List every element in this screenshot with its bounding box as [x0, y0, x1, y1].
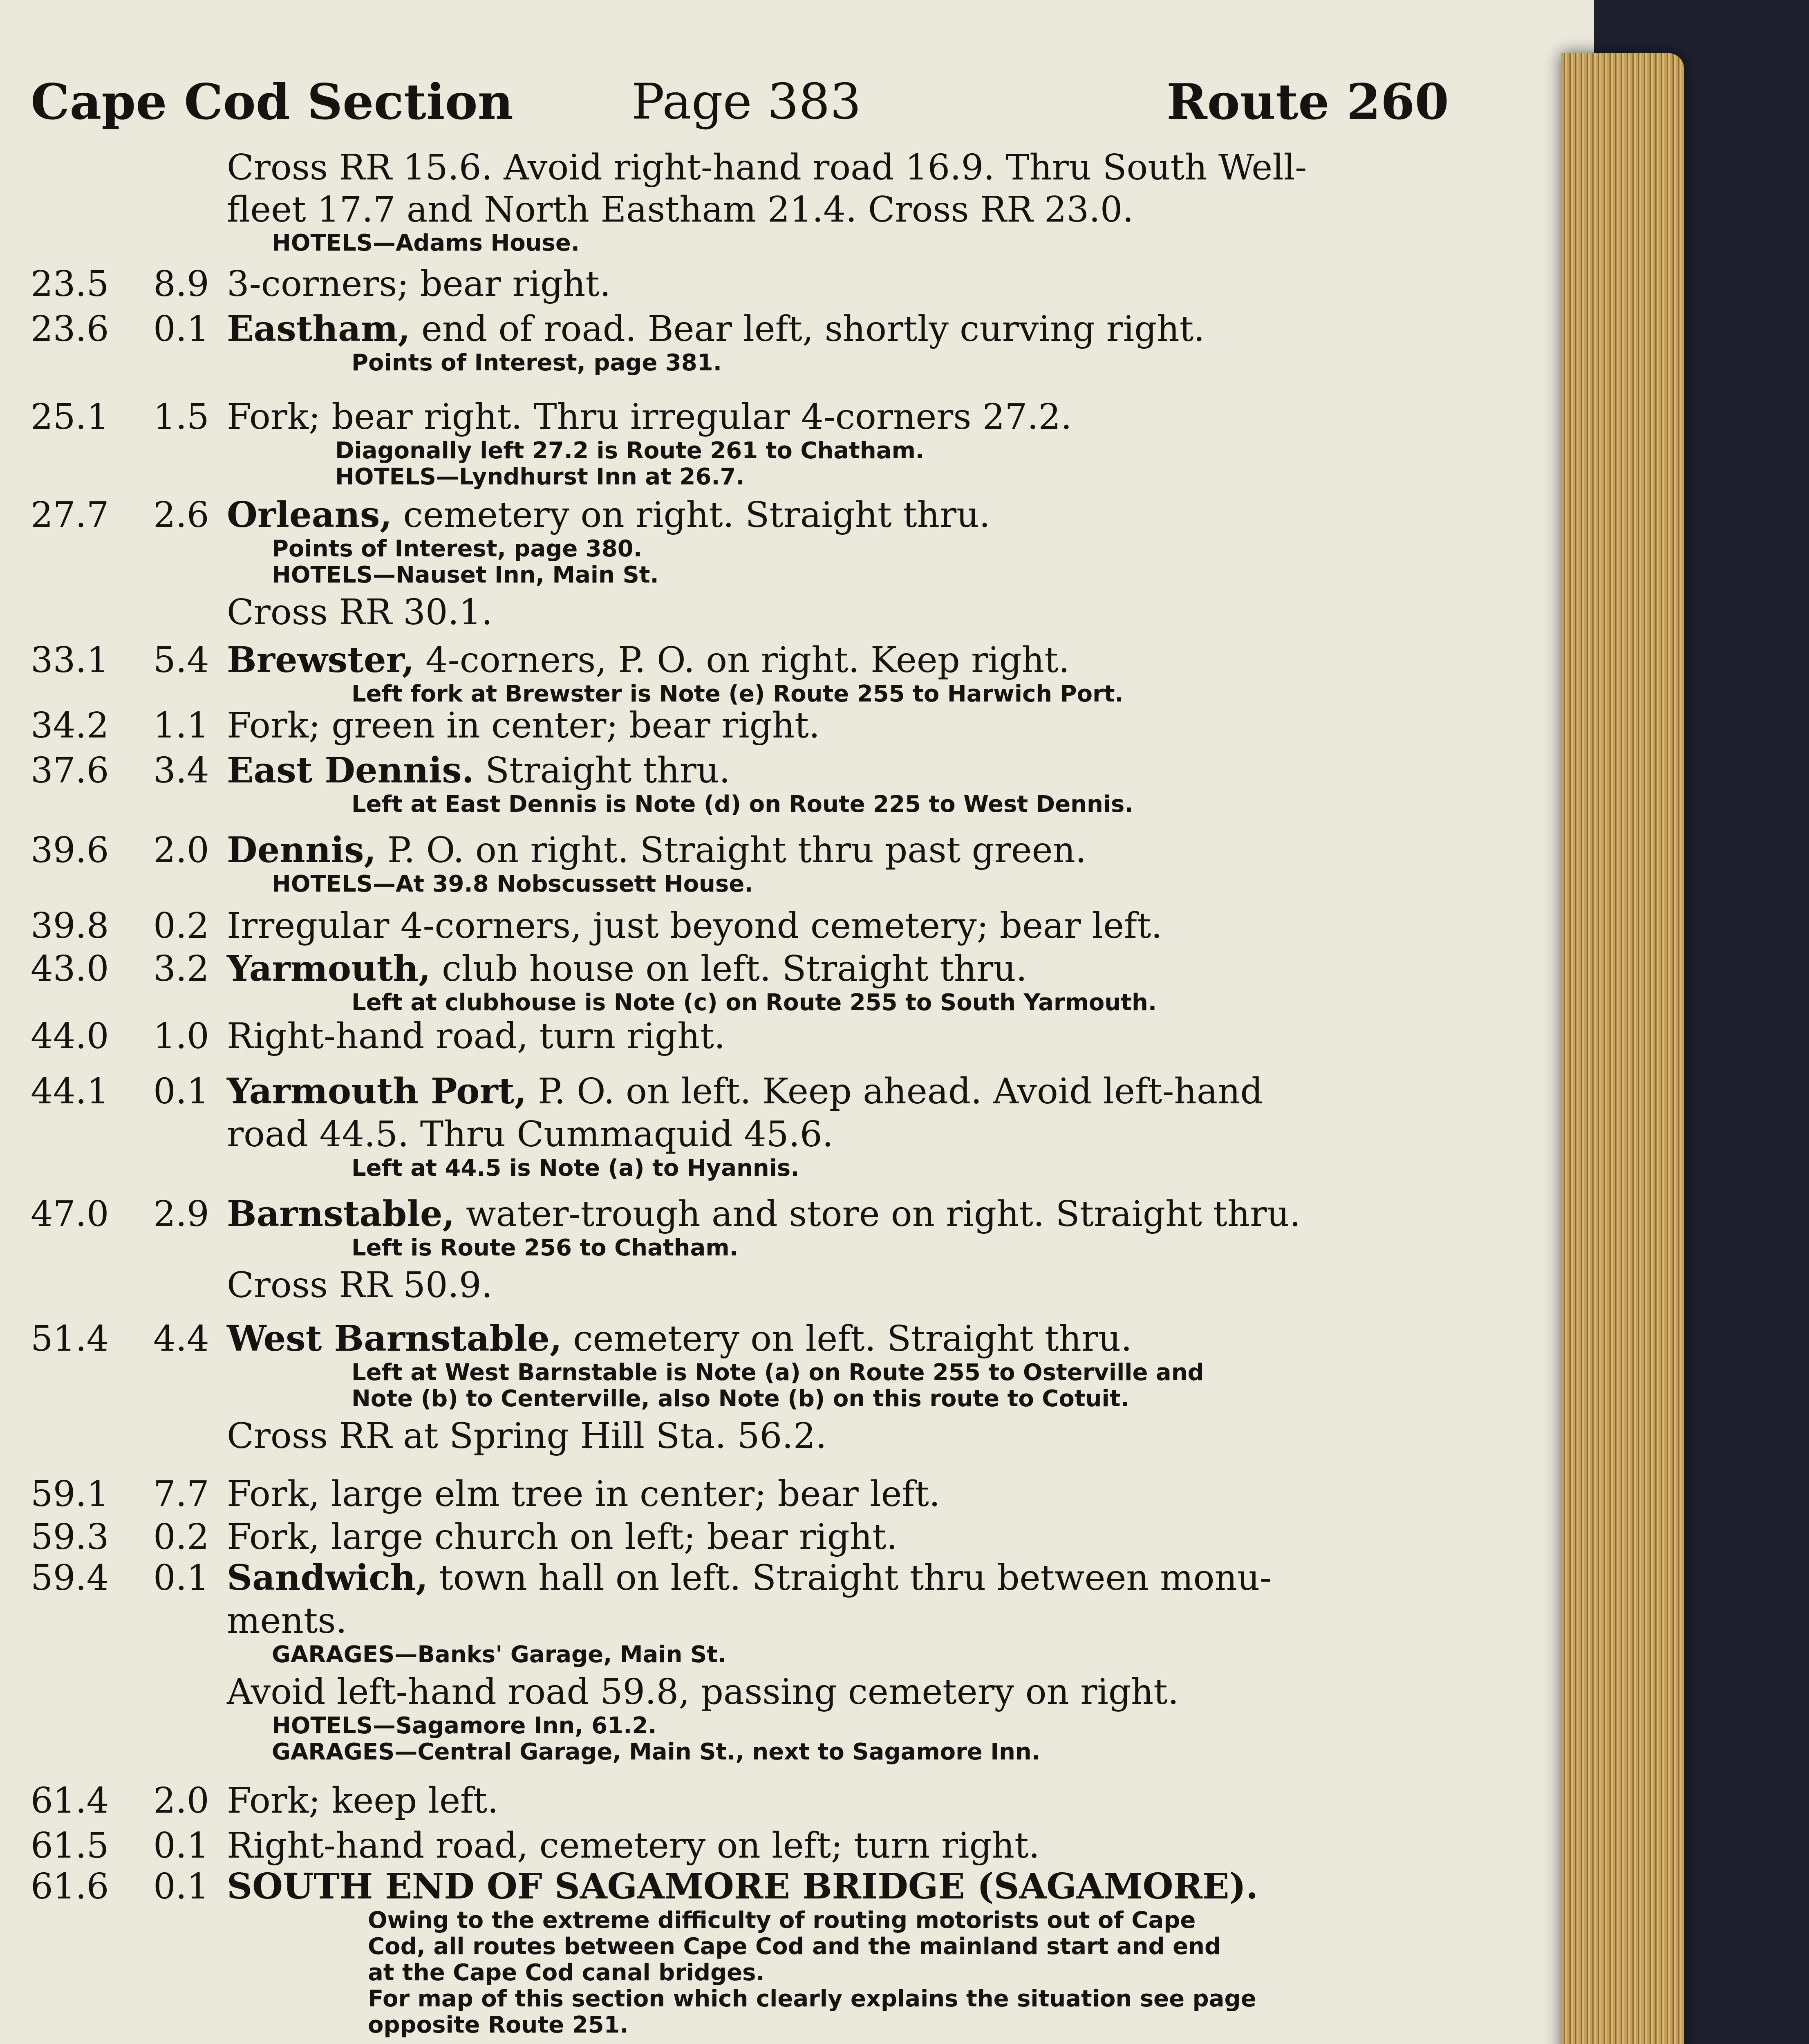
- interval-mileage: 3.4: [153, 750, 209, 791]
- direction-text: club house on left. Straight thru.: [430, 948, 1027, 989]
- cumulative-mileage: 34.2: [31, 705, 109, 746]
- direction-text: Straight thru.: [474, 750, 730, 791]
- direction-text: P. O. on left. Keep ahead. Avoid left-hand: [526, 1071, 1263, 1112]
- route-entry: [31, 1316, 1486, 1361]
- continuation-line: [31, 187, 1486, 232]
- direction-text: water-trough and store on right. Straight thru.: [454, 1194, 1301, 1235]
- entry-text: [227, 1823, 1040, 1868]
- entry-text: [227, 638, 1070, 683]
- entry-text: [227, 1192, 1301, 1237]
- interval-mileage: 8.9: [153, 264, 209, 305]
- continuation-text: fleet 17.7 and North Eastham 21.4. Cross RR 23.0.: [227, 189, 1134, 230]
- cumulative-mileage: 61.6: [31, 1866, 109, 1907]
- direction-text: Fork, large church on left; bear right.: [227, 1517, 898, 1558]
- route-entry: [31, 703, 1486, 748]
- direction-text: cemetery on left. Straight thru.: [562, 1318, 1132, 1359]
- entry-subnote: HOTELS—At 39.8 Nobscussett House.: [272, 871, 753, 897]
- entry-subnote: HOTELS—Sagamore Inn, 61.2.: [272, 1712, 657, 1739]
- route-entry: [31, 307, 1486, 352]
- route-entry: [31, 1192, 1486, 1237]
- route-entry: [31, 1472, 1486, 1517]
- entry-text: [227, 307, 1205, 352]
- interval-mileage: 0.2: [153, 1517, 209, 1558]
- entry-subnote: Left at East Dennis is Note (d) on Route 225 to West Dennis.: [352, 791, 1133, 818]
- entry-subnote: Note (b) to Centerville, also Note (b) on this route to Cotuit.: [352, 1385, 1129, 1412]
- place-name: Brewster,: [227, 639, 414, 681]
- direction-text: cemetery on right. Straight thru.: [392, 495, 990, 536]
- entry-subnote: opposite Route 251.: [368, 2012, 629, 2038]
- page-number: Page 383: [631, 74, 861, 130]
- direction-text: Avoid left-hand road 59.8, passing cemetery on right.: [227, 1672, 1179, 1712]
- place-name: West Barnstable,: [227, 1318, 562, 1359]
- direction-text: Cross RR 50.9.: [227, 1265, 493, 1306]
- continuation-line: [31, 145, 1486, 190]
- continuation-text: Cross RR 15.6. Avoid right-hand road 16.9. Thru South Well-: [227, 147, 1307, 188]
- place-name: Barnstable,: [227, 1193, 455, 1235]
- route-entry: [31, 1014, 1486, 1059]
- direction-text: Cross RR 30.1.: [227, 592, 493, 633]
- route-entry-continued: [31, 590, 1486, 635]
- entry-subnote: Left at clubhouse is Note (c) on Route 255 to South Yarmouth.: [352, 989, 1157, 1016]
- route-entry: [31, 1864, 1486, 1909]
- entry-subnote: Cod, all routes between Cape Cod and the mainland start and end: [368, 1933, 1221, 1960]
- route-entry-continued: [31, 1414, 1486, 1459]
- cumulative-mileage: 47.0: [31, 1194, 109, 1235]
- entry-text: [227, 1069, 1263, 1114]
- direction-text: P. O. on right. Straight thru past green.: [376, 830, 1087, 871]
- place-name: Eastham,: [227, 308, 410, 350]
- route-entry: [31, 1778, 1486, 1823]
- direction-text: Fork; keep left.: [227, 1780, 499, 1821]
- interval-mileage: 0.2: [153, 905, 209, 946]
- entry-subnote: GARAGES—Central Garage, Main St., next to Sagamore Inn.: [272, 1739, 1041, 1765]
- entry-text: [227, 1472, 940, 1517]
- cumulative-mileage: 23.6: [31, 309, 109, 350]
- place-name: Orleans,: [227, 494, 392, 536]
- direction-text: end of road. Bear left, shortly curving right.: [410, 309, 1205, 350]
- page-header: [31, 72, 1449, 133]
- cumulative-mileage: 59.1: [31, 1474, 109, 1515]
- cumulative-mileage: 23.5: [31, 264, 109, 305]
- place-name: Sandwich,: [227, 1557, 428, 1598]
- route-entry-continued: [31, 1598, 1486, 1643]
- direction-text: 4-corners, P. O. on right. Keep right.: [414, 640, 1070, 681]
- direction-text: road 44.5. Thru Cummaquid 45.6.: [227, 1114, 834, 1155]
- route-entry: [31, 638, 1486, 683]
- section-title: Cape Cod Section: [31, 73, 513, 131]
- interval-mileage: 1.5: [153, 397, 209, 437]
- entry-text: [227, 703, 820, 748]
- entry-text: [227, 1864, 1258, 1909]
- entry-text: [227, 493, 990, 538]
- entry-subnote: Diagonally left 27.2 is Route 261 to Chatham.: [335, 437, 925, 464]
- cumulative-mileage: 25.1: [31, 397, 109, 437]
- interval-mileage: 4.4: [153, 1318, 209, 1359]
- direction-text: Fork; green in center; bear right.: [227, 705, 820, 746]
- entry-subnote: Left at West Barnstable is Note (a) on Route 255 to Osterville and: [352, 1359, 1204, 1386]
- entry-subnote: at the Cape Cod canal bridges.: [368, 1959, 765, 1986]
- interval-mileage: 2.0: [153, 1780, 209, 1821]
- entry-subnote: For map of this section which clearly explains the situation see page: [368, 1986, 1256, 2012]
- place-name: East Dennis.: [227, 750, 474, 791]
- route-entry: [31, 493, 1486, 538]
- interval-mileage: 2.0: [153, 830, 209, 871]
- entry-subnote: HOTELS—Nauset Inn, Main St.: [272, 562, 659, 588]
- entry-subnote: Left fork at Brewster is Note (e) Route 255 to Harwich Port.: [352, 681, 1124, 707]
- interval-mileage: 0.1: [153, 1071, 209, 1112]
- entry-subnote: Left at 44.5 is Note (a) to Hyannis.: [352, 1155, 799, 1181]
- direction-text: Cross RR at Spring Hill Sta. 56.2.: [227, 1416, 827, 1457]
- direction-text: ments.: [227, 1600, 347, 1641]
- interval-mileage: 5.4: [153, 640, 209, 681]
- interval-mileage: 2.9: [153, 1194, 209, 1235]
- cumulative-mileage: 27.7: [31, 495, 109, 536]
- interval-mileage: 0.1: [153, 309, 209, 350]
- cumulative-mileage: 37.6: [31, 750, 109, 791]
- cumulative-mileage: 61.4: [31, 1780, 109, 1821]
- entry-subnote: Owing to the extreme difficulty of routing motorists out of Cape: [368, 1907, 1196, 1934]
- entry-text: [227, 748, 730, 793]
- route-entry-continued: [31, 1112, 1486, 1157]
- entry-text: [227, 262, 611, 307]
- entry-text: [227, 946, 1027, 991]
- route-entry: [31, 1069, 1486, 1114]
- cumulative-mileage: 33.1: [31, 640, 109, 681]
- place-name: Yarmouth Port,: [227, 1071, 527, 1112]
- route-number: Route 260: [1166, 73, 1449, 131]
- interval-mileage: 0.1: [153, 1825, 209, 1866]
- route-entry: [31, 262, 1486, 307]
- entry-text: [227, 1515, 898, 1560]
- entry-text: [227, 903, 1162, 948]
- route-entry-continued: [31, 1263, 1486, 1308]
- interval-mileage: 0.1: [153, 1866, 209, 1907]
- entry-subnote: HOTELS—Lyndhurst Inn at 26.7.: [335, 464, 745, 490]
- interval-mileage: 1.1: [153, 705, 209, 746]
- interval-mileage: 1.0: [153, 1016, 209, 1057]
- direction-text: town hall on left. Straight thru between monu-: [428, 1558, 1272, 1598]
- entry-text: [227, 1778, 499, 1823]
- entry-subnote: Left is Route 256 to Chatham.: [352, 1235, 738, 1261]
- interval-mileage: 2.6: [153, 495, 209, 536]
- cumulative-mileage: 39.8: [31, 905, 109, 946]
- interval-mileage: 7.7: [153, 1474, 209, 1515]
- direction-text: Right-hand road, cemetery on left; turn right.: [227, 1825, 1040, 1866]
- direction-text: Fork, large elm tree in center; bear left.: [227, 1474, 940, 1515]
- route-entry: [31, 1555, 1486, 1600]
- entry-text: [227, 394, 1072, 439]
- cumulative-mileage: 44.1: [31, 1071, 109, 1112]
- direction-text: Right-hand road, turn right.: [227, 1016, 725, 1057]
- hotels-note: HOTELS—Adams House.: [272, 230, 580, 256]
- route-entry: [31, 828, 1486, 873]
- cumulative-mileage: 39.6: [31, 830, 109, 871]
- entry-text: [227, 1014, 725, 1059]
- entry-text: [227, 1555, 1272, 1600]
- route-entry: [31, 946, 1486, 991]
- entry-subnote: Points of Interest, page 380.: [272, 536, 643, 562]
- interval-mileage: 3.2: [153, 948, 209, 989]
- route-entry: [31, 1515, 1486, 1560]
- place-name: Yarmouth,: [227, 948, 431, 989]
- place-name: SOUTH END OF SAGAMORE BRIDGE (SAGAMORE).: [227, 1866, 1258, 1907]
- direction-text: Fork; bear right. Thru irregular 4-corners 27.2.: [227, 397, 1072, 437]
- interval-mileage: 0.1: [153, 1558, 209, 1598]
- page-edges: [1561, 53, 1684, 2044]
- cumulative-mileage: 44.0: [31, 1016, 109, 1057]
- direction-text: 3-corners; bear right.: [227, 264, 611, 305]
- entry-subnote: GARAGES—Banks' Garage, Main St.: [272, 1641, 727, 1668]
- route-entry: [31, 394, 1486, 439]
- direction-text: Irregular 4-corners, just beyond cemetery; bear left.: [227, 905, 1162, 946]
- entry-text: [227, 828, 1086, 873]
- cumulative-mileage: 59.4: [31, 1558, 109, 1598]
- route-entry: [31, 748, 1486, 793]
- entry-subnote: Points of Interest, page 381.: [352, 350, 722, 376]
- cumulative-mileage: 51.4: [31, 1318, 109, 1359]
- cumulative-mileage: 61.5: [31, 1825, 109, 1866]
- place-name: Dennis,: [227, 829, 376, 871]
- cumulative-mileage: 43.0: [31, 948, 109, 989]
- entry-text: [227, 1316, 1132, 1361]
- route-entry: [31, 1823, 1486, 1868]
- route-entry-continued: [31, 1670, 1486, 1715]
- cumulative-mileage: 59.3: [31, 1517, 109, 1558]
- route-entry: [31, 903, 1486, 948]
